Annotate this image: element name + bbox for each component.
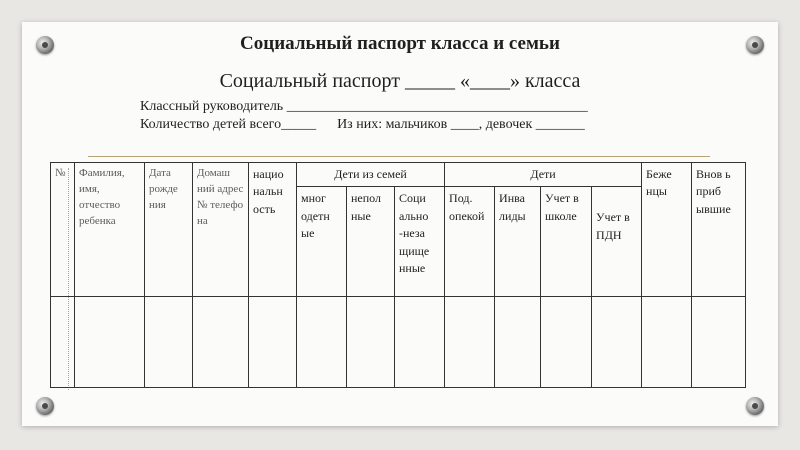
header-birth-date: Дата рожде ния bbox=[145, 163, 193, 297]
table-cell[interactable] bbox=[249, 297, 297, 388]
table-cell[interactable] bbox=[495, 297, 541, 388]
table-row bbox=[51, 297, 746, 388]
table-cell[interactable] bbox=[592, 297, 642, 388]
header-children: Дети bbox=[445, 163, 642, 187]
header-pdn-registry: Учет в ПДН bbox=[592, 187, 642, 297]
pin-icon-bottom-right bbox=[746, 397, 764, 415]
header-children-from-families: Дети из семей bbox=[297, 163, 445, 187]
table-cell[interactable] bbox=[642, 297, 692, 388]
header-full-name: Фамилия, имя, отчество ребенка bbox=[75, 163, 145, 297]
table-cell[interactable] bbox=[75, 297, 145, 388]
header-socially-unprotected: Соци ально -неза щище нные bbox=[395, 187, 445, 297]
table-cell[interactable] bbox=[692, 297, 746, 388]
table-cell[interactable] bbox=[51, 297, 75, 388]
table-cell[interactable] bbox=[193, 297, 249, 388]
header-incomplete-families: непол ные bbox=[347, 187, 395, 297]
table-cell[interactable] bbox=[445, 297, 495, 388]
header-nationality: нацио нальн ость bbox=[249, 163, 297, 297]
header-home-address: Домаш ний адрес № телефо на bbox=[193, 163, 249, 297]
table-cell[interactable] bbox=[145, 297, 193, 388]
table-cell[interactable] bbox=[297, 297, 347, 388]
accent-rule bbox=[88, 156, 710, 157]
header-newly-arrived: Внов ь приб ывшие bbox=[692, 163, 746, 297]
document-title: Социальный паспорт класса и семьи bbox=[240, 33, 560, 54]
header-guardianship: Под. опекой bbox=[445, 187, 495, 297]
header-number: № bbox=[51, 163, 75, 297]
table-cell[interactable] bbox=[395, 297, 445, 388]
table-cell[interactable] bbox=[541, 297, 592, 388]
document-subtitle: Социальный паспорт _____ «____» класса bbox=[219, 70, 581, 92]
teacher-line: Классный руководитель ___________________________________________ bbox=[140, 99, 588, 114]
header-disabled: Инва лиды bbox=[495, 187, 541, 297]
header-school-registry: Учет в школе bbox=[541, 187, 592, 297]
children-count-line: Количество детей всего_____ Из них: мальчиков ____, девочек _______ bbox=[140, 117, 585, 132]
header-large-families: мног одетн ые bbox=[297, 187, 347, 297]
table-cell[interactable] bbox=[347, 297, 395, 388]
pin-icon-bottom-left bbox=[36, 397, 54, 415]
header-refugees: Беже нцы bbox=[642, 163, 692, 297]
social-passport-table bbox=[50, 162, 746, 388]
